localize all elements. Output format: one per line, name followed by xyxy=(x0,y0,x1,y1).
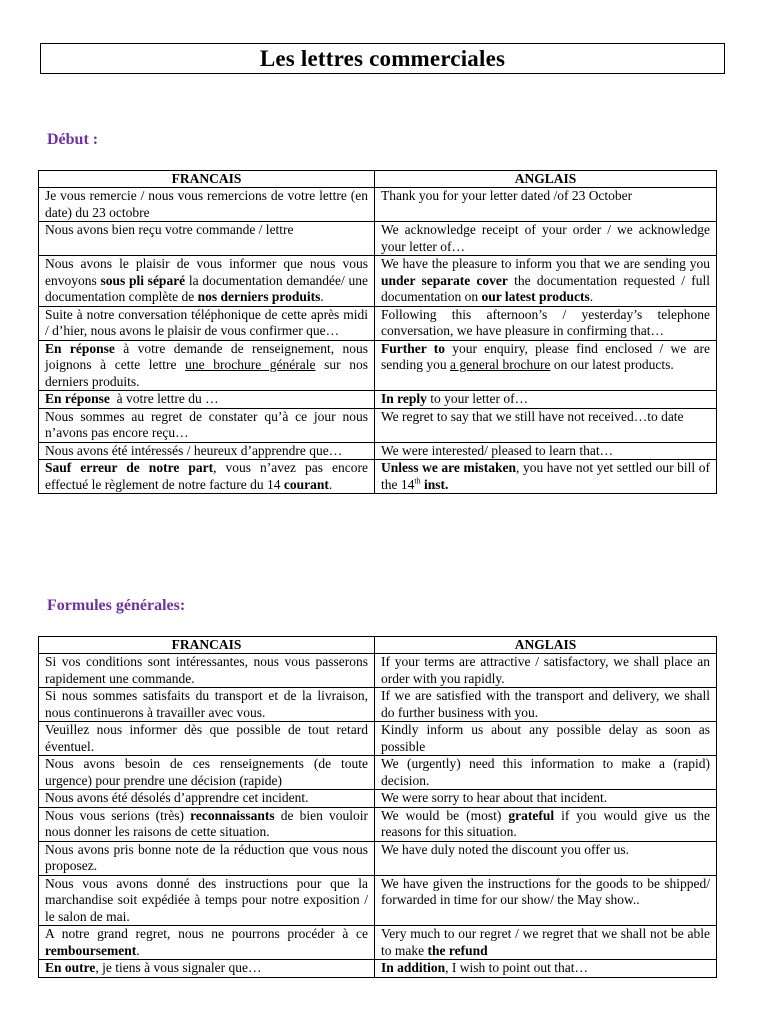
table-row xyxy=(39,654,717,688)
section-heading-formules: Formules générales: xyxy=(47,597,186,614)
cell-en: We regret to say that we still have not received…to date xyxy=(375,408,717,442)
cell-fr: Suite à notre conversation téléphonique de cette après midi / d’hier, nous avons le plaisir de vous confirmer que… xyxy=(39,306,375,340)
cell-fr: Veuillez nous informer dès que possible de tout retard éventuel. xyxy=(39,722,375,756)
table-row xyxy=(39,408,717,442)
cell-fr: Nous avons bien reçu votre commande / lettre xyxy=(39,222,375,256)
cell-fr: Si nous sommes satisfaits du transport et de la livraison, nous continuerons à travailler avec vous. xyxy=(39,688,375,722)
table-row xyxy=(39,256,717,307)
cell-en: Kindly inform us about any possible delay as soon as possible xyxy=(375,722,717,756)
cell-fr: Nous avons le plaisir de vous informer que nous vous envoyons sous pli séparé la documentation demandée/ une documentation complète de nos derniers produits. xyxy=(39,256,375,307)
cell-fr: A notre grand regret, nous ne pourrons procéder à ce remboursement. xyxy=(39,926,375,960)
table-row xyxy=(39,875,717,926)
table-row xyxy=(39,926,717,960)
cell-en: We were sorry to hear about that incident. xyxy=(375,790,717,808)
cell-en: Following this afternoon’s / yesterday’s telephone conversation, we have pleasure in confirming that… xyxy=(375,306,717,340)
table-row xyxy=(39,222,717,256)
col-header-francais: FRANCAIS xyxy=(39,171,375,188)
col-header-francais: FRANCAIS xyxy=(39,637,375,654)
cell-en: If your terms are attractive / satisfactory, we shall place an order with you rapidly. xyxy=(375,654,717,688)
table-row xyxy=(39,306,717,340)
cell-en: We have the pleasure to inform you that we are sending you under separate cover the documentation requested / full documentation on our latest products. xyxy=(375,256,717,307)
cell-fr: Nous avons besoin de ces renseignements (de toute urgence) pour prendre une décision (rapide) xyxy=(39,756,375,790)
cell-en: Unless we are mistaken, you have not yet settled our bill of the 14th inst. xyxy=(375,460,717,494)
cell-fr: Nous vous avons donné des instructions pour que la marchandise soit expédiée à temps pour notre exposition / le salon de mai. xyxy=(39,875,375,926)
table-row xyxy=(39,460,717,494)
table-row xyxy=(39,688,717,722)
table-row xyxy=(39,807,717,841)
cell-fr: Nous avons été désolés d’apprendre cet incident. xyxy=(39,790,375,808)
table-header-row xyxy=(39,637,717,654)
cell-en: In reply to your letter of… xyxy=(375,391,717,409)
table-formules xyxy=(38,636,717,978)
table-debut xyxy=(38,170,717,494)
cell-fr: Je vous remercie / nous vous remercions de votre lettre (en date) du 23 octobre xyxy=(39,188,375,222)
cell-en: We have given the instructions for the goods to be shipped/ forwarded in time for our show/ the May show.. xyxy=(375,875,717,926)
document-title: Les lettres commerciales xyxy=(40,43,725,74)
table-header-row xyxy=(39,171,717,188)
col-header-anglais: ANGLAIS xyxy=(375,171,717,188)
cell-en: We were interested/ pleased to learn that… xyxy=(375,442,717,460)
cell-fr: En outre, je tiens à vous signaler que… xyxy=(39,960,375,978)
table-row xyxy=(39,790,717,808)
table-row xyxy=(39,340,717,391)
cell-en: We acknowledge receipt of your order / we acknowledge your letter of… xyxy=(375,222,717,256)
table-row xyxy=(39,756,717,790)
cell-fr: Nous sommes au regret de constater qu’à ce jour nous n’avons pas encore reçu… xyxy=(39,408,375,442)
col-header-anglais: ANGLAIS xyxy=(375,637,717,654)
section-heading-debut: Début : xyxy=(47,131,99,148)
cell-fr: Nous avons été intéressés / heureux d’apprendre que… xyxy=(39,442,375,460)
table-row xyxy=(39,391,717,409)
cell-en: Thank you for your letter dated /of 23 October xyxy=(375,188,717,222)
cell-fr: Sauf erreur de notre part, vous n’avez pas encore effectué le règlement de notre facture du 14 courant. xyxy=(39,460,375,494)
cell-fr: Nous avons pris bonne note de la réduction que vous nous proposez. xyxy=(39,841,375,875)
table-row xyxy=(39,722,717,756)
cell-en: Very much to our regret / we regret that we shall not be able to make the refund xyxy=(375,926,717,960)
table-row xyxy=(39,960,717,978)
table-row xyxy=(39,841,717,875)
cell-fr: En réponse à votre demande de renseignement, nous joignons à cette lettre une brochure générale sur nos derniers produits. xyxy=(39,340,375,391)
cell-en: In addition, I wish to point out that… xyxy=(375,960,717,978)
table-row xyxy=(39,442,717,460)
cell-en: We have duly noted the discount you offer us. xyxy=(375,841,717,875)
cell-en: We would be (most) grateful if you would give us the reasons for this situation. xyxy=(375,807,717,841)
cell-en: If we are satisfied with the transport and delivery, we shall do further business with you. xyxy=(375,688,717,722)
cell-en: We (urgently) need this information to make a (rapid) decision. xyxy=(375,756,717,790)
cell-fr: En réponse à votre lettre du … xyxy=(39,391,375,409)
cell-fr: Si vos conditions sont intéressantes, nous vous passerons rapidement une commande. xyxy=(39,654,375,688)
table-row xyxy=(39,188,717,222)
cell-fr: Nous vous serions (très) reconnaissants de bien vouloir nous donner les raisons de cette situation. xyxy=(39,807,375,841)
cell-en: Further to your enquiry, please find enclosed / we are sending you a general brochure on our latest products. xyxy=(375,340,717,391)
